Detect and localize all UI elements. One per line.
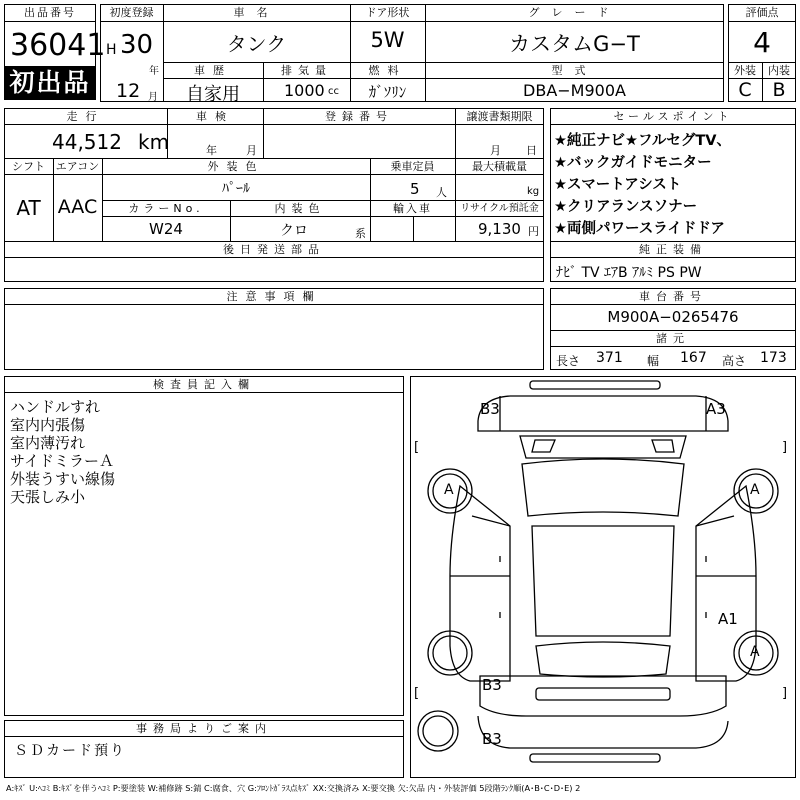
door-label: ドア形状	[365, 6, 410, 19]
name-label: 車名	[233, 6, 280, 19]
load-label: 最大積載量	[472, 160, 527, 173]
bracket-right-1: ]	[782, 440, 788, 455]
mark-a1-rear: A1	[718, 610, 738, 628]
mark-b3-front: B3	[480, 400, 500, 418]
inspection-label: 車検	[196, 110, 234, 123]
dims-label: 諸元	[656, 332, 690, 345]
shift-label: シフト	[12, 160, 45, 173]
mark-b3-bottom: B3	[482, 730, 502, 748]
capacity-unit: 人	[436, 186, 447, 199]
reg-era: H	[106, 42, 117, 58]
reg-label: 初度登録	[109, 6, 154, 19]
mileage-unit: km	[138, 130, 170, 154]
inspector-note-6: 天張しみ小	[10, 488, 86, 506]
transfer-day-unit: 日	[526, 144, 537, 157]
door-type: 5W	[370, 28, 405, 52]
color-number: W24	[149, 220, 183, 238]
capacity-label: 乗車定員	[390, 160, 435, 173]
reg-year: 30	[120, 30, 154, 60]
history: 自家用	[186, 84, 240, 105]
damage-legend: A:ｷｽﾞ U:ﾍｺﾐ B:ｷｽﾞを伴うﾍｺﾐ P:要塗装 W:補修跡 S:錆 C:腐食、穴 G:ﾌﾛﾝﾄｶﾞﾗｽ点ｷｽﾞ XX:交換済み X:要交換 欠:欠品 内・外装評価 5段階ﾗﾝｸ順(A･B･C･D･E) 2	[6, 783, 581, 793]
width-label: 幅	[647, 354, 660, 368]
int-color-label: 内装色	[274, 202, 326, 215]
cc-label: 排気量	[281, 64, 332, 77]
height: 173	[760, 350, 787, 366]
capacity: 5	[410, 180, 420, 198]
transfer-month-unit: 月	[490, 144, 501, 157]
history-label: 車歴	[194, 64, 232, 77]
mark-b3-rear: B3	[482, 676, 502, 694]
ext-grade: C	[738, 79, 752, 101]
plate-label: 登録番号	[325, 110, 393, 123]
equipment: ﾅﾋﾞ TV ｴｱB ｱﾙﾐ PS PW	[556, 265, 702, 281]
import-label: 輸入車	[393, 202, 432, 215]
displacement: 1000	[284, 81, 325, 100]
shift: AT	[16, 196, 41, 220]
load-unit: kg	[527, 186, 540, 197]
model-label: 型式	[551, 64, 598, 77]
recycle-fee: 9,130	[478, 220, 521, 238]
reg-year-unit: 年	[149, 66, 159, 77]
ext-label: 外装	[734, 64, 756, 77]
inspector-note-2: 室内内張傷	[10, 416, 86, 434]
interior-color-unit: 系	[355, 227, 366, 240]
chassis-number: M900A−0265476	[607, 308, 739, 326]
mileage: 44,512	[52, 130, 122, 154]
height-label: 高さ	[722, 354, 747, 368]
exterior-color: ﾊﾟｰﾙ	[222, 181, 250, 197]
inspection-year-unit: 年	[206, 144, 217, 157]
inspector-label: 検査員記入欄	[153, 378, 255, 391]
length: 371	[596, 350, 623, 366]
sales-point-5: ★両側パワースライドドア	[554, 221, 725, 237]
sales-point-2: ★バックガイドモニター	[554, 155, 712, 171]
cc-unit: cc	[328, 86, 339, 97]
lot-label: 出品番号	[24, 6, 76, 19]
model-code: DBA−M900A	[523, 81, 626, 100]
reg-month-unit: 月	[148, 92, 158, 103]
int-grade: B	[772, 79, 786, 101]
inspector-note-3: 室内薄汚れ	[10, 434, 86, 452]
score: 4	[753, 26, 771, 59]
grade: カスタムG−T	[509, 32, 640, 56]
ac-label: エアコン	[55, 160, 100, 173]
int-label: 内装	[768, 64, 790, 77]
lot-number: 36041	[10, 28, 106, 63]
inspector-note-5: 外装うすい線傷	[10, 470, 116, 488]
car-outline	[410, 376, 796, 778]
reg-month: 12	[116, 80, 141, 102]
chassis-label: 車台番号	[639, 290, 707, 303]
width: 167	[680, 350, 707, 366]
mark-a-rear-right: A	[750, 644, 760, 660]
grade-label: グレード	[528, 6, 621, 19]
recycle-unit: 円	[528, 225, 539, 238]
recycle-label: リサイクル預託金	[460, 203, 539, 214]
score-label: 評価点	[745, 6, 779, 19]
interior-color: クロ	[280, 223, 308, 239]
office-label: 事務局よりご案内	[136, 722, 272, 735]
sales-point-1: ★純正ナビ★フルセグTV、	[554, 133, 732, 149]
fuel: ｶﾞｿﾘﾝ	[368, 83, 407, 101]
sales-point-3: ★スマートアシスト	[554, 177, 682, 193]
bracket-left-1: [	[414, 440, 420, 455]
color-no-label: カラーNo.	[128, 202, 204, 215]
inspection-month-unit: 月	[246, 144, 257, 157]
sales-label: セールスポイント	[613, 110, 733, 123]
later-parts-label: 後日発送部品	[223, 243, 325, 256]
equipment-label: 純正装備	[639, 243, 707, 256]
length-label: 長さ	[556, 354, 581, 368]
color-label: 外装色	[207, 160, 265, 173]
mark-a-front-left: A	[444, 482, 454, 498]
mark-a-front-right: A	[750, 482, 760, 498]
air-con: AAC	[57, 196, 98, 218]
inspector-note-1: ハンドルすれ	[10, 398, 101, 416]
mileage-label: 走行	[66, 110, 105, 123]
first-listing-badge: 初出品	[5, 66, 95, 99]
fuel-label: 燃料	[368, 64, 407, 77]
car-name: タンク	[226, 32, 287, 56]
office-note: ＳＤカード預り	[14, 743, 126, 759]
mark-a3-front: A3	[706, 400, 726, 418]
transfer-label: 譲渡書類期限	[466, 110, 533, 123]
notes-label: 注意事項欄	[226, 290, 322, 303]
bracket-left-2: [	[414, 686, 420, 701]
sales-point-4: ★クリアランスソナー	[554, 199, 698, 215]
bracket-right-2: ]	[782, 686, 788, 701]
inspector-note-4: サイドミラーＡ	[10, 452, 114, 470]
